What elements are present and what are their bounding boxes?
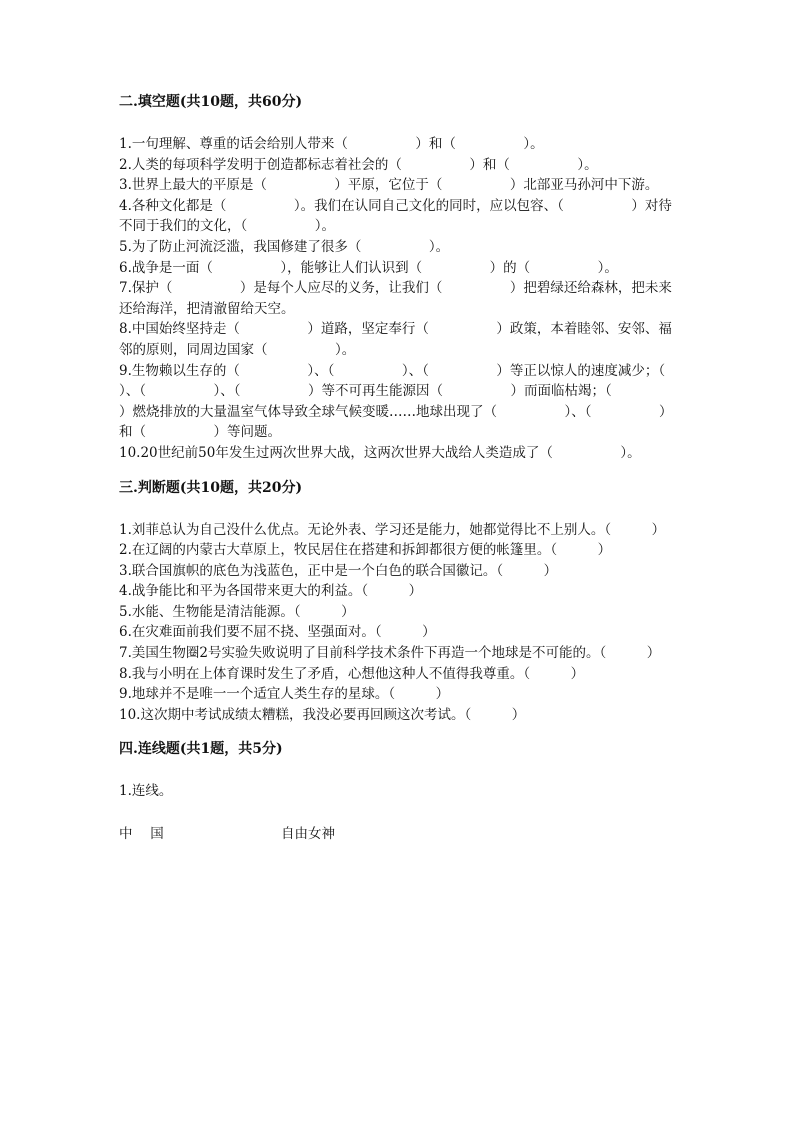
question-item: 7.保护（ ）是每个人应尽的义务，让我们（ ）把碧绿还给森林，把未来还给海洋，把清澈留给天空。 [119,280,672,317]
question-item: 3.世界上最大的平原是（ ）平原，它位于（ ）北部亚马孙河中下游。 [119,177,659,194]
question-item: 2.人类的每项科学发明于创造都标志着社会的（ ）和（ ）。 [119,156,598,173]
section-title-judgment: 三.判断题(共10题，共20分) [119,479,303,496]
question-item: 1.刘菲总认为自己没什么优点。无论外表、学习还是能力，她都觉得比不上别人。（ ） [119,521,666,538]
question-item: 8.中国始终坚持走（ ）道路，坚定奉行（ ）政策，本着睦邻、安邻、福邻的原则，同周边国家（ ）。 [119,321,672,358]
matching-left-term: 中 国 [119,826,164,843]
question-item: 1.一句理解、尊重的话会给别人带来（ ）和（ ）。 [119,136,544,152]
matching-right-term: 自由女神 [281,826,335,843]
fill-blank-list [119,134,733,464]
question-item: 5.为了防止河流泛滥，我国修建了很多（ ）。 [119,238,450,255]
section-title-fill-blank: 二.填空题(共10题，共60分) [119,94,303,110]
page-content [119,92,733,844]
question-item: 6.战争是一面（ ），能够让人们认识到（ ）的（ ）。 [119,259,618,276]
question-item: 9.地球并不是唯一一个适宜人类生存的星球。（ ） [119,686,450,703]
question-item: 3.联合国旗帜的底色为浅蓝色，正中是一个白色的联合国徽记。（ ） [119,562,558,579]
question-item: 1.连线。 [119,783,173,800]
question-item: 10.这次期中考试成绩太糟糕，我没必要再回顾这次考试。（ ） [119,706,526,723]
question-item: 9.生物赖以生存的（ ）、（ ）、（ ）等正以惊人的速度减少；（ ）、（ ）、（ ）等不可再生能源因（ ）而面临枯竭；（ ）燃烧排放的大量温室气体导致全球气候变暖……地球出现了（ ）、（ ）和（ ）等问题。 [119,362,733,441]
question-item: 5.水能、生物能是清洁能源。（ ） [119,603,355,620]
section-title-matching: 四.连线题(共1题，共5分) [119,741,283,758]
judgment-list [119,520,679,726]
question-item: 8.我与小明在上体育课时发生了矛盾，心想他这种人不值得我尊重。（ ） [119,665,585,682]
question-item: 2.在辽阔的内蒙古大草原上，牧民居住在搭建和拆卸都很方便的帐篷里。（ ） [119,542,612,559]
question-item: 6.在灾难面前我们要不屈不挠、坚强面对。（ ） [119,624,436,641]
question-item: 10.20世纪前50年发生过两次世界大战，这两次世界大战给人类造成了（ ）。 [119,444,641,461]
question-item: 4.战争能比和平为各国带来更大的利益。（ ） [119,583,423,600]
matching-row [119,824,679,844]
question-item: 7.美国生物圈2号实验失败说明了目前科学技术条件下再造一个地球是不可能的。（ ） [119,645,661,662]
question-item: 4.各种文化都是（ ）。我们在认同自己文化的同时，应以包容、（ ）对待不同于我们的文化，（ ）。 [119,197,672,235]
